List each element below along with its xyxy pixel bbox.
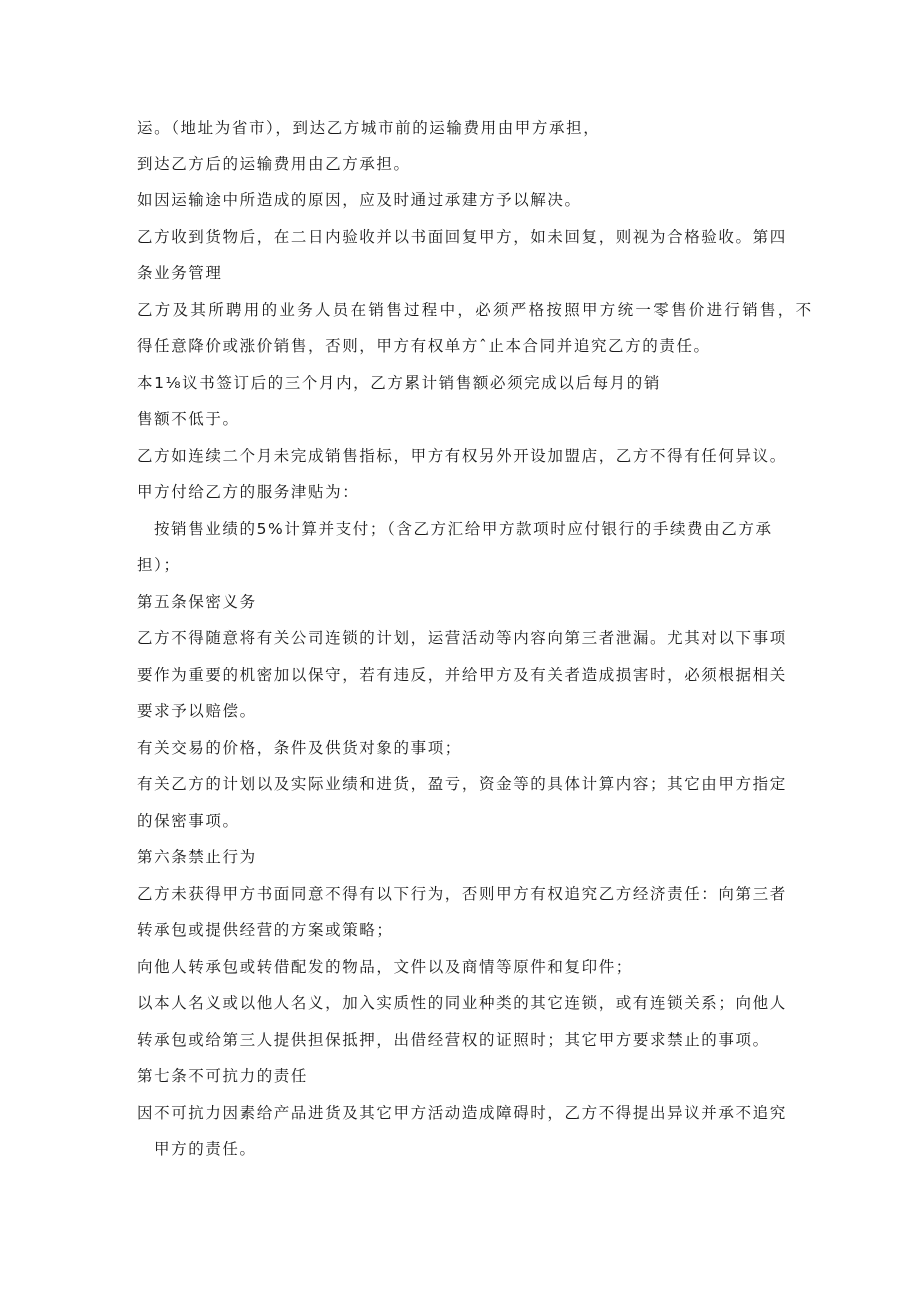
text-line: 乙方及其所聘用的业务人员在销售过程中，必须严格按照甲方统一零售价进行销售，不 [137,301,814,319]
text-line: 运。（地址为省市），到达乙方城市前的运输费用由甲方承担， [137,119,601,137]
text-line: 本1⅛议书签订后的三个月内，乙方累计销售额必须完成以后每月的销 [137,374,661,392]
text-line: 以本人名义或以他人名义，加入实质性的同业种类的其它连锁，或有连锁关系；向他人 [137,994,787,1012]
text-line: 甲方付给乙方的服务津贴为： [137,483,360,501]
text-line: 的保密事项。 [137,812,240,830]
text-line: 向他人转承包或转借配发的物品，文件以及商情等原件和复印件； [137,958,633,976]
text-line: 按销售业绩的5%计算并支付；（含乙方汇给甲方款项时应付银行的手续费由乙方承 [154,520,773,538]
text-line: 乙方未获得甲方书面同意不得有以下行为，否则甲方有权追究乙方经济责任：向第三者 [137,885,787,903]
text-line: 甲方的责任。 [154,1140,257,1158]
text-line: 转承包或给第三人提供担保抵押，出借经营权的证照时；其它甲方要求禁止的事项。 [137,1031,770,1049]
text-line: 第七条不可抗力的责任 [137,1067,309,1085]
text-line: 第五条保密义务 [137,593,257,611]
text-line: 售额不低于。 [137,410,240,428]
text-line: 有关乙方的计划以及实际业绩和进货，盈亏，资金等的具体计算内容；其它由甲方指定 [137,775,787,793]
text-line: 有关交易的价格，条件及供货对象的事项； [137,739,462,757]
text-line: 乙方收到货物后，在二日内验收并以书面回复甲方，如未回复，则视为合格验收。第四 [137,228,787,246]
text-line: 如因运输途中所造成的原因，应及时通过承建方予以解决。 [137,191,582,209]
text-line: 到达乙方后的运输费用由乙方承担。 [137,155,411,173]
text-line: 得任意降价或涨价销售，否则，甲方有权单方ˆ止本合同并追究乙方的责任。 [137,337,711,355]
text-line: 因不可抗力因素给产品进货及其它甲方活动造成障碍时，乙方不得提出异议并承不追究 [137,1104,787,1122]
text-line: 要作为重要的机密加以保守，若有违反，并给甲方及有关者造成损害时，必须根据相关 [137,666,787,684]
text-line: 第六条禁止行为 [137,848,257,866]
text-line: 乙方不得随意将有关公司连锁的计划，运营活动等内容向第三者泄漏。尤其对以下事项 [137,629,787,647]
text-line: 转承包或提供经营的方案或策略； [137,921,394,939]
text-line: 要求予以赔偿。 [137,702,257,720]
text-line: 担）； [137,556,181,574]
text-line: 条业务管理 [137,264,223,282]
text-line: 乙方如连续二个月未完成销售指标，甲方有权另外开设加盟店，乙方不得有任何异议。 [137,447,787,465]
